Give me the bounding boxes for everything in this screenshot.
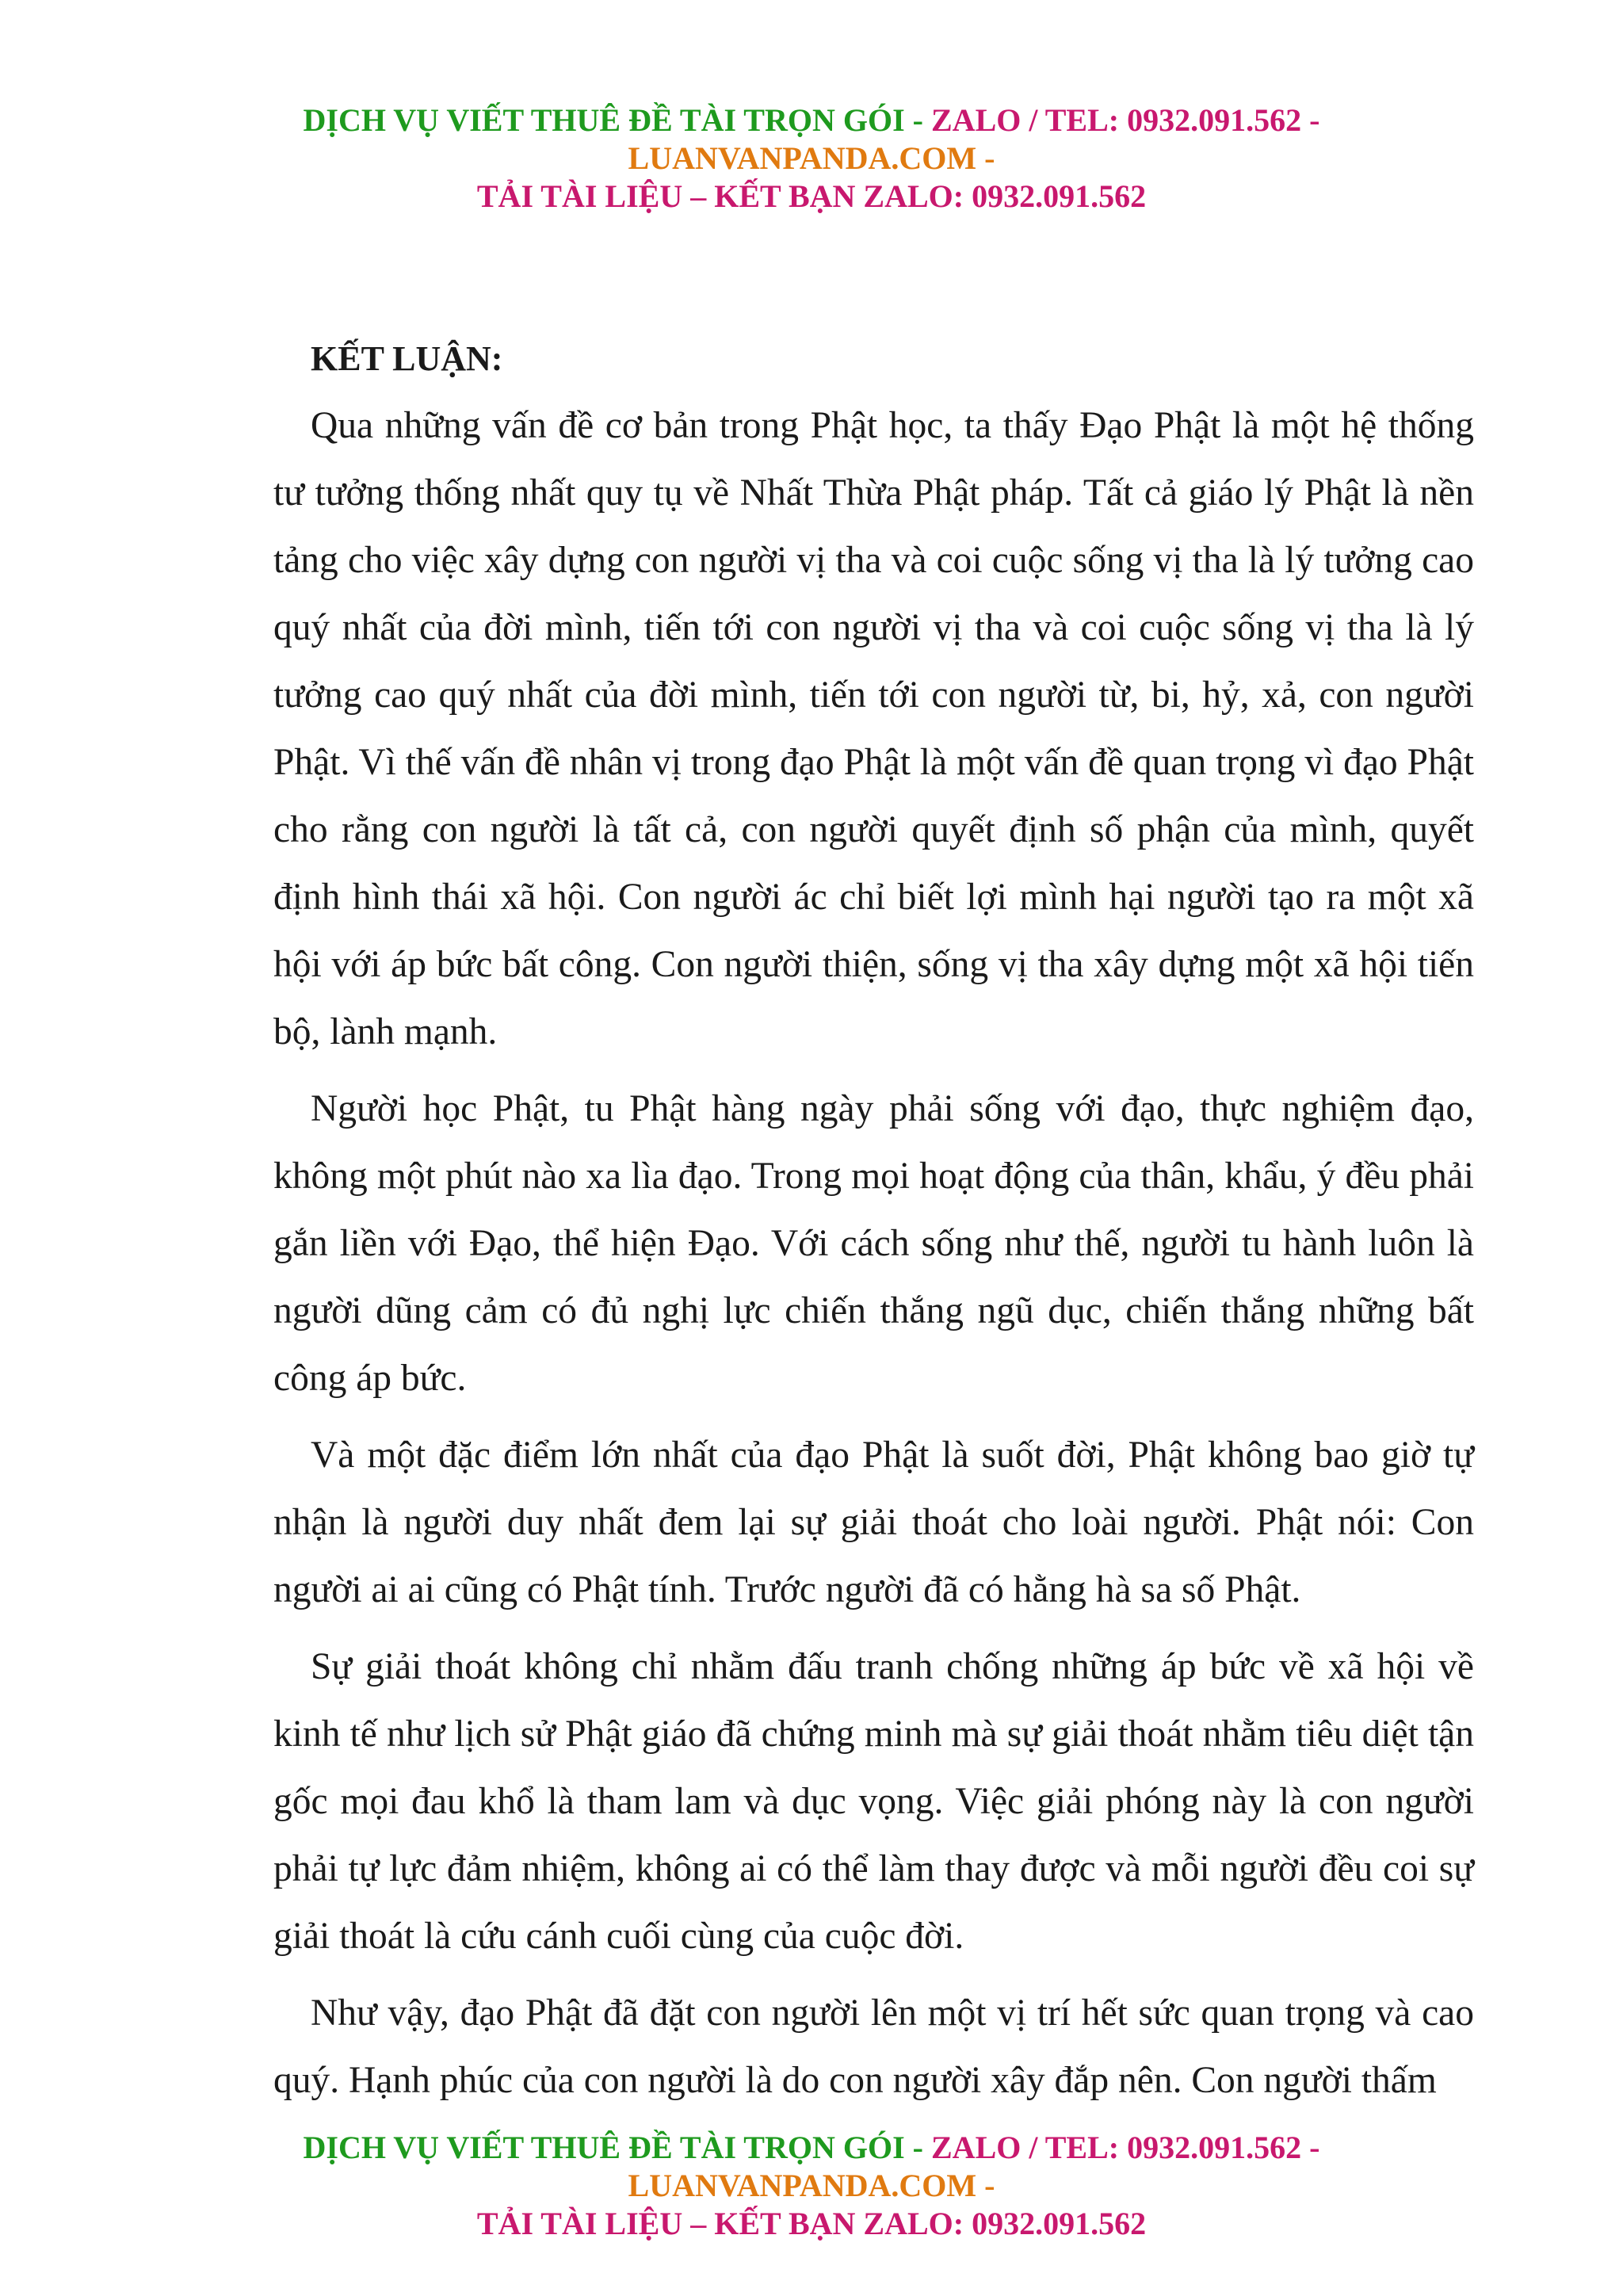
header-service-text: DỊCH VỤ VIẾT THUÊ ĐỀ TÀI TRỌN GÓI - [303,102,923,138]
footer-download-text: TẢI TÀI LIỆU – KẾT BẠN ZALO: 0932.091.562 [476,2206,1147,2241]
footer-banner-line-1 [0,2129,1623,2167]
header-download-text: TẢI TÀI LIỆU – KẾT BẠN ZALO: 0932.091.562 [476,178,1147,214]
footer-service-text: DỊCH VỤ VIẾT THUÊ ĐỀ TÀI TRỌN GÓI - [303,2130,923,2165]
document-body [273,325,1474,2115]
section-heading: KẾT LUẬN: [311,339,503,378]
header-banner-line-1 [0,101,1623,139]
footer-website-text: LUANVANPANDA.COM - [628,2168,995,2203]
footer-contact-text: ZALO / TEL: 0932.091.562 - [931,2130,1320,2165]
header-banner [0,101,1623,216]
paragraph-1: Qua những vấn đề cơ bản trong Phật học, ta thấy Đạo Phật là một hệ thống tư tưởng thống nhất quy tụ về Nhất Thừa Phật pháp. Tất cả giáo lý Phật là nền tảng cho việc xây dựng con người vị tha và coi cuộc sống vị tha là lý tưởng cao quý nhất của đời mình, tiến tới con người vị tha và coi cuộc sống vị tha là lý tưởng cao quý nhất của đời mình, tiến tới con người từ, bi, hỷ, xả, con người Phật. Vì thế vấn đề nhân vị trong đạo Phật là một vấn đề quan trọng vì đạo Phật cho rằng con người là tất cả, con người quyết định số phận của mình, quyết định hình thái xã hội. Con người ác chỉ biết lợi mình hại người tạo ra một xã hội với áp bức bất công. Con người thiện, sống vị tha xây dựng một xã hội tiến bộ, lành mạnh. [273,405,1474,1052]
paragraph-3: Và một đặc điểm lớn nhất của đạo Phật là suốt đời, Phật không bao giờ tự nhận là người duy nhất đem lại sự giải thoát cho loài người. Phật nói: Con người ai ai cũng có Phật tính. Trước người đã có hằng hà sa số Phật. [273,1435,1474,1610]
paragraph-5: Như vậy, đạo Phật đã đặt con người lên một vị trí hết sức quan trọng và cao quý. Hạnh phúc của con người là do con người xây đắp nên. Con người thấm [273,1992,1474,2101]
header-website-text: LUANVANPANDA.COM - [628,140,995,176]
footer-banner [0,2129,1623,2243]
paragraph-4: Sự giải thoát không chỉ nhằm đấu tranh chống những áp bức về xã hội về kinh tế như lịch sử Phật giáo đã chứng minh mà sự giải thoát nhằm tiêu diệt tận gốc mọi đau khổ là tham lam và dục vọng. Việc giải phóng này là con người phải tự lực đảm nhiệm, không ai có thể làm thay được và mỗi người đều coi sự giải thoát là cứu cánh cuối cùng của cuộc đời. [273,1646,1474,1957]
header-contact-text: ZALO / TEL: 0932.091.562 - [931,102,1320,138]
paragraph-2: Người học Phật, tu Phật hàng ngày phải sống với đạo, thực nghiệm đạo, không một phút nào xa lìa đạo. Trong mọi hoạt động của thân, khẩu, ý đều phải gắn liền với Đạo, thể hiện Đạo. Với cách sống như thế, người tu hành luôn là người dũng cảm có đủ nghị lực chiến thắng ngũ dục, chiến thắng những bất công áp bức. [273,1088,1474,1399]
